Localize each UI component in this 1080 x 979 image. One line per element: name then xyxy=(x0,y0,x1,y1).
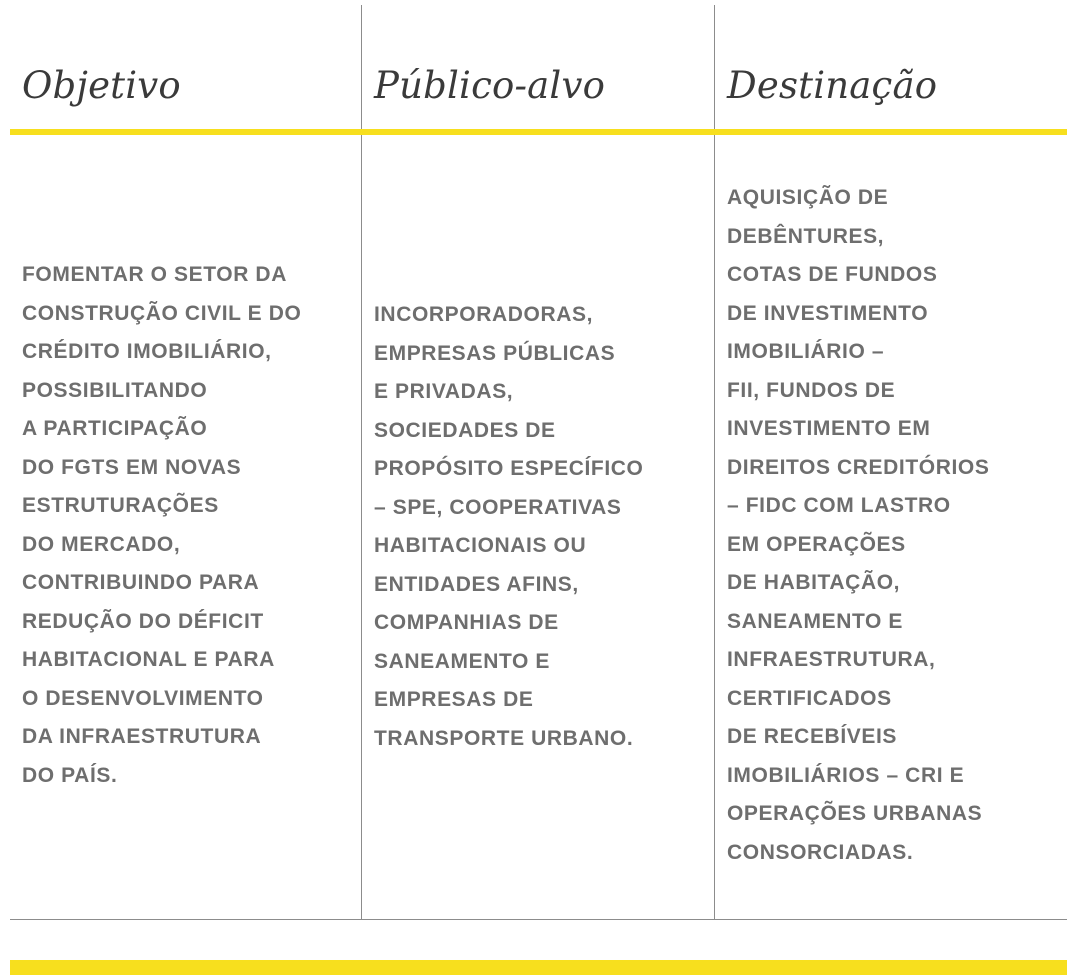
column-publico-alvo xyxy=(374,0,694,920)
text-line: COTAS DE FUNDOS xyxy=(727,263,938,286)
text-line: REDUÇÃO DO DÉFICIT xyxy=(22,609,264,633)
column-title-objetivo: Objetivo xyxy=(22,64,181,107)
footer-accent-bar xyxy=(10,960,1067,975)
column-body-destinacao xyxy=(727,179,1047,872)
text-line: DEBÊNTURES, xyxy=(727,224,885,248)
column-title-destinacao: Destinação xyxy=(727,64,938,107)
text-line: EMPRESAS PÚBLICAS xyxy=(374,341,616,365)
text-line: TRANSPORTE URBANO. xyxy=(374,726,634,750)
text-line: CRÉDITO IMOBILIÁRIO, xyxy=(22,340,272,363)
text-line: DE HABITAÇÃO, xyxy=(727,571,901,594)
text-line: PROPÓSITO ESPECÍFICO xyxy=(374,457,644,480)
text-line: – SPE, COOPERATIVAS xyxy=(374,495,622,519)
text-line: INFRAESTRUTURA, xyxy=(727,648,936,671)
text-line: IMOBILIÁRIO – xyxy=(727,340,885,363)
text-line: INVESTIMENTO EM xyxy=(727,417,931,440)
text-line: O DESENVOLVIMENTO xyxy=(22,686,264,710)
text-line: FII, FUNDOS DE xyxy=(727,378,896,402)
text-line: EMPRESAS DE xyxy=(374,688,534,711)
text-line: SOCIEDADES DE xyxy=(374,418,556,442)
text-line: POSSIBILITANDO xyxy=(22,378,208,402)
text-line: CONTRIBUINDO PARA xyxy=(22,571,260,594)
text-line: A PARTICIPAÇÃO xyxy=(22,417,208,440)
text-line: IMOBILIÁRIOS – CRI E xyxy=(727,763,965,787)
text-line: ENTIDADES AFINS, xyxy=(374,572,579,596)
text-line: EM OPERAÇÕES xyxy=(727,532,906,556)
text-line: INCORPORADORAS, xyxy=(374,303,594,326)
column-divider xyxy=(361,5,362,920)
column-destinacao xyxy=(727,0,1047,920)
text-line: DO MERCADO, xyxy=(22,532,181,556)
text-line: COMPANHIAS DE xyxy=(374,611,559,634)
text-line: ESTRUTURAÇÕES xyxy=(22,494,219,517)
text-line: E PRIVADAS, xyxy=(374,380,514,403)
column-divider xyxy=(714,5,715,920)
text-line: DO FGTS EM NOVAS xyxy=(22,455,242,479)
column-body-objetivo xyxy=(22,256,342,795)
text-line: DIREITOS CREDITÓRIOS xyxy=(727,455,990,479)
text-line: SANEAMENTO E xyxy=(374,649,550,673)
column-body-publico-alvo xyxy=(374,296,694,758)
text-line: – FIDC COM LASTRO xyxy=(727,494,951,517)
text-line: HABITACIONAL E PARA xyxy=(22,648,275,671)
text-line: FOMENTAR O SETOR DA xyxy=(22,263,287,286)
column-objetivo xyxy=(22,0,342,920)
text-line: CONSTRUÇÃO CIVIL E DO xyxy=(22,301,302,325)
column-title-publico-alvo: Público-alvo xyxy=(374,64,606,107)
text-line: DE RECEBÍVEIS xyxy=(727,725,898,748)
text-line: DE INVESTIMENTO xyxy=(727,301,929,325)
text-line: OPERAÇÕES URBANAS xyxy=(727,802,983,825)
text-line: DA INFRAESTRUTURA xyxy=(22,725,262,748)
text-line: SANEAMENTO E xyxy=(727,609,903,633)
text-line: CONSORCIADAS. xyxy=(727,840,914,864)
text-line: HABITACIONAIS OU xyxy=(374,534,587,557)
text-line: CERTIFICADOS xyxy=(727,686,892,710)
text-line: AQUISIÇÃO DE xyxy=(727,186,889,209)
text-line: DO PAÍS. xyxy=(22,763,118,787)
